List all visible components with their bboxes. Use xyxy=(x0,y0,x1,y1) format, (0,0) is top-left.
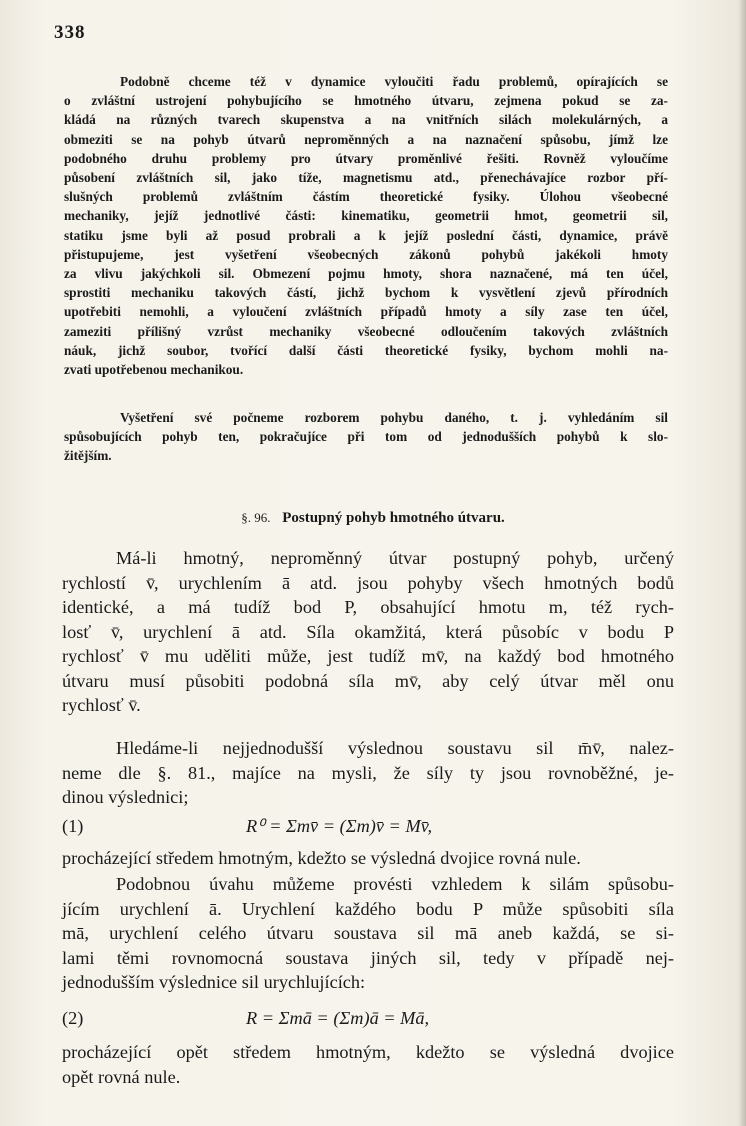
intro-line: o zvláštní ustrojení pohybujícího se hmotného útvaru, zejmena pokud se za- xyxy=(64,93,668,109)
intro-line: žitějším. xyxy=(64,448,112,464)
body-line: Má-li hmotný, neproměnný útvar postupný pohyb, určený xyxy=(116,548,674,568)
body-line: neme dle §. 81., majíce na mysli, že síly ty jsou rovnoběžné, je- xyxy=(62,762,674,783)
formula-1 xyxy=(62,816,674,842)
intro-line: za vlivu jakýchkoli sil. Obmezení pojmu hmoty, shora naznačené, má ten účel, xyxy=(64,266,668,282)
page-number: 338 xyxy=(54,22,86,43)
intro-line: sprostiti mechaniku takových částí, jichž bychom k vysvětlení zjevů přírodních xyxy=(64,285,668,301)
body-line: procházející středem hmotným, kdežto se výsledná dvojice rovná nule. xyxy=(62,848,581,868)
intro-paragraph-2 xyxy=(64,408,668,466)
intro-line: náuk, jichž soubor, tvořící další části theoretické fysiky, bychom mohli na- xyxy=(64,342,668,358)
intro-line: Podobně chceme též v dynamice vyloučiti řadu problemů, opírajících se xyxy=(120,74,668,89)
body-line: Podobnou úvahu můžeme provésti vzhledem k silám spůsobu- xyxy=(116,874,674,894)
body-line: jednodušším výslednice sil urychlujících: xyxy=(62,972,366,992)
body-paragraph-5 xyxy=(62,1040,674,1089)
body-paragraph-1 xyxy=(62,546,674,718)
intro-line: mechaniky, jejíž jednotlivé části: kinematiku, geometrii hmot, geometrii sil, xyxy=(64,208,668,224)
body-line: útvaru musí působiti podobná síla mv̄, aby celý útvar měl onu xyxy=(62,670,674,691)
formula-expression: R⁰ = Σmv̄ = (Σm)v̄ = Mv̄, xyxy=(246,816,433,836)
body-line: jícím urychlení ā. Urychlení každého bodu P může spůsobiti síla xyxy=(62,898,674,919)
body-line: rychlosť v̄. xyxy=(62,695,141,715)
body-line: rychlostí v̄, urychlením ā atd. jsou pohyby všech hmotných bodů xyxy=(62,572,674,593)
section-number: §. 96. xyxy=(241,510,271,525)
body-line: identické, a má tudíž bod P, obsahující hmotu m, též rych- xyxy=(62,597,674,617)
section-heading xyxy=(0,510,746,527)
intro-paragraph xyxy=(64,72,668,379)
intro-line: kládá na různých tvarech skupenstva a na vnitřních silách molekulárných, a xyxy=(64,112,668,128)
body-line: losť v̄, urychlení ā atd. Síla okamžitá, která působíc v bodu P xyxy=(62,621,674,642)
body-line: dinou výslednici; xyxy=(62,787,189,807)
body-paragraph-3 xyxy=(62,846,674,871)
formula-expression: R = Σmā = (Σm)ā = Mā, xyxy=(246,1008,430,1028)
intro-line: upotřebiti nemohli, a vyloučení zvláštních případů hmoty a síly zase ten účel, xyxy=(64,304,668,320)
intro-line: působení zvláštních sil, jako tíže, magnetismu atd., přenechávajíce rozbor pří- xyxy=(64,170,668,186)
body-line: rychlosť v̄ mu uděliti může, jest tudíž mv̄, na každý bod hmotného xyxy=(62,646,674,666)
intro-line: spůsobujících pohyb ten, pokračujíce při tom od jednodušších pohybů k slo- xyxy=(64,429,668,445)
section-title: Postupný pohyb hmotného útvaru. xyxy=(282,510,505,526)
formula-2 xyxy=(62,1008,674,1034)
formula-label: (2) xyxy=(62,1008,84,1028)
intro-line: přistupujeme, jest vyšetření všeobecných zákonů pohybů jakékoli hmoty xyxy=(64,246,668,262)
body-paragraph-2 xyxy=(62,736,674,810)
body-paragraph-4 xyxy=(62,872,674,995)
intro-line: slušných problemů zvláštním částím theoretické fysiky. Úlohou všeobecné xyxy=(64,189,668,205)
intro-line: zvati upotřebenou mechanikou. xyxy=(64,362,244,378)
body-line: opět rovná nule. xyxy=(62,1066,181,1087)
intro-line: podobného druhu problemy pro útvary proměnlivé řešiti. Rovněž vyloučíme xyxy=(64,150,668,166)
body-line: mā, urychlení celého útvaru soustava sil mā aneb každá, se si- xyxy=(62,923,674,943)
intro-line: statiku jsme byli až posud probrali a k jejíž poslední části, dynamice, právě xyxy=(64,227,668,243)
body-line: lami těmi rovnomocná soustava jiných sil, tedy v případě nej- xyxy=(62,947,674,968)
body-line: procházející opět středem hmotným, kdežto se výsledná dvojice xyxy=(62,1042,674,1062)
body-line: Hledáme-li nejjednodušší výslednou soustavu sil m̄v̄, nalez- xyxy=(116,738,674,758)
formula-label: (1) xyxy=(62,816,84,836)
page-edge-shadow xyxy=(738,0,746,1126)
intro-line: Vyšetření své počneme rozborem pohybu daného, t. j. vyhledáním sil xyxy=(120,410,668,425)
intro-line: obmeziti se na pohyb útvarů neproměnných a na naznačení spůsobu, jímž lze xyxy=(64,131,668,147)
intro-line: zameziti přílišný vzrůst mechaniky všeobecné odloučením takových zvláštních xyxy=(64,323,668,339)
